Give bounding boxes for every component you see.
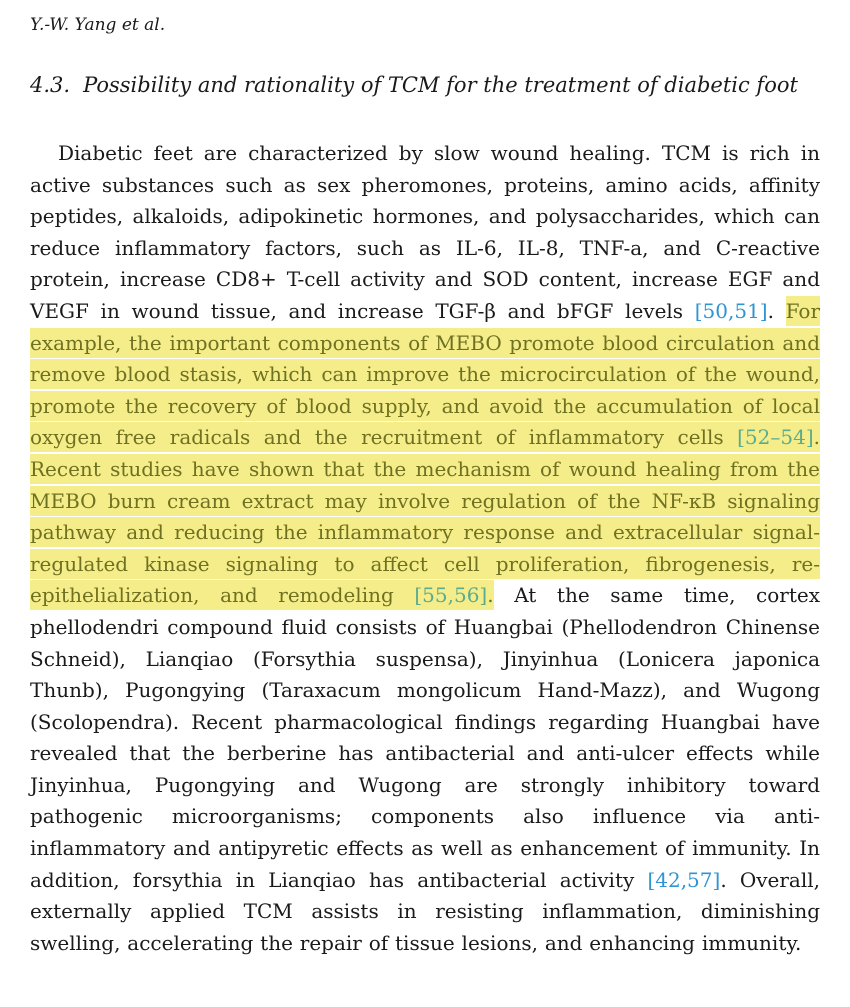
highlighted-text-segment: . Recent studies have shown that the mechanism of wound healing from the MEBO burn cream extract may involve regulation of the NF-κB signaling pathway and reducing the inflammatory response and extracellular signal-regulated kinase signaling to affect cell proliferation, fibrogenesis, re-epithelialization, and remodeling: [30, 422, 820, 610]
highlighted-text-segment: For example, the important components of MEBO promote blood circulation and remove blood stasis, which can improve the microcirculation of the wound, promote the recovery of blood supply, and avoid the accumulation of local oxygen free radicals and the recruitment of inflammatory cells: [30, 296, 820, 452]
body-paragraph: [30, 138, 820, 959]
citation-link[interactable]: [52–54]: [737, 422, 814, 452]
section-title: Possibility and rationality of TCM for the treatment of diabetic foot: [83, 73, 798, 97]
citation-link[interactable]: [55,56]: [414, 580, 487, 610]
running-head: Y.-W. Yang et al.: [30, 15, 166, 35]
citation-link[interactable]: [50,51]: [694, 298, 768, 323]
paragraph-text-segment: .: [767, 298, 786, 323]
paragraph-text-segment: Diabetic feet are characterized by slow wound healing. TCM is rich in active substances such as sex pheromones, proteins, amino acids, affinity peptides, alkaloids, adipokinetic hormones, and polysaccharides, which can reduce inflammatory factors, such as IL-6, IL-8, TNF-a, and C-reactive protein, increase CD8+ T-cell activity and SOD content, increase EGF and VEGF in wound tissue, and increase TGF-β and bFGF levels: [30, 141, 820, 323]
paragraph-text-segment: At the same time, cortex phellodendri compound fluid consists of Huangbai (Phellodendron Chinense Schneid), Lianqiao (Forsythia suspensa), Jinyinhua (Lonicera japonica Thunb), Pugongying (Taraxacum mongolicum Hand-Mazz), and Wugong (Scolopendra). Recent pharmacological findings regarding Huangbai have revealed that the berberine has antibacterial and anti-ulcer effects while Jinyinhua, Pugongying and Wugong are strongly inhibitory toward pathogenic microorganisms; components also influence via anti-inflammatory and antipyretic effects as well as enhancement of immunity. In addition, forsythia in Lianqiao has antibacterial activity: [30, 583, 820, 892]
section-number: 4.3.: [30, 73, 71, 97]
section-heading: [30, 72, 820, 98]
paragraph-text-segment: . Overall, externally applied TCM assists in resisting inflammation, diminishing swelling, accelerating the repair of tissue lesions, and enhancing immunity.: [30, 867, 820, 955]
highlighted-text-segment: .: [487, 580, 493, 610]
citation-link[interactable]: [42,57]: [647, 867, 721, 892]
